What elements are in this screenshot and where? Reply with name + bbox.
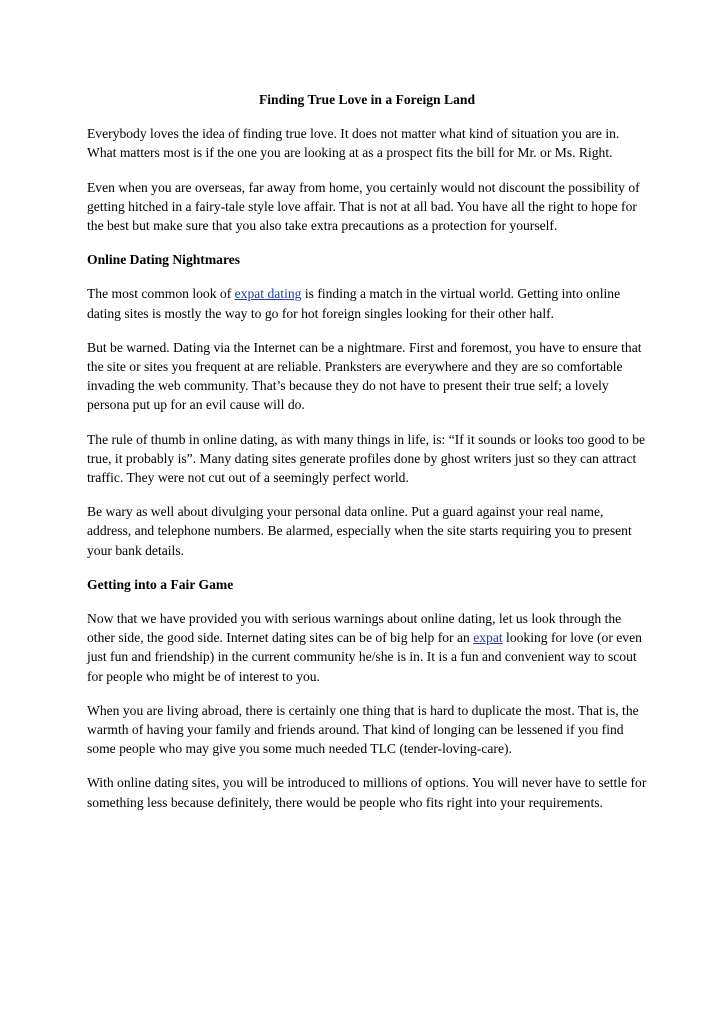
paragraph-5: The rule of thumb in online dating, as with many things in life, is: “If it sounds or looks too good to be true, it probably is”. Many dating sites generate profiles done by ghost writers just so they can attract traffic. They were not cut out of a seemingly perfect world. <box>87 431 646 486</box>
paragraph-3-text-end: is finding a match in the virtual world. Getting into online dating sites is mostly the way to go for hot foreign singles looking for their other half. <box>87 286 621 321</box>
paragraph-3 <box>87 284 647 322</box>
paragraph-8: When you are living abroad, there is certainly one thing that is hard to duplicate the most. That is, the warmth of having your family and friends around. That kind of longing can be lessened if you find some people who may give you some much needed TLC (tender-loving-care). <box>87 702 639 757</box>
section-heading-online-dating-nightmares: Online Dating Nightmares <box>87 252 241 268</box>
paragraph-7 <box>87 609 647 686</box>
paragraph-2: Even when you are overseas, far away from home, you certainly would not discount the possibility of getting hitched in a fairy-tale style love affair. That is not at all bad. You have all the right to hope for the best but make sure that you also take extra precautions as a protection for yourself. <box>87 179 640 234</box>
expat-link[interactable]: expat <box>473 630 503 646</box>
document-title: Finding True Love in a Foreign Land <box>258 92 476 107</box>
paragraph-7-text-start: Now that we have provided you with serious warnings about online dating, let us look through the other side, the good side. Internet dating sites can be of big help for an <box>87 611 622 646</box>
paragraph-3-text-start: The most common look of <box>87 286 235 302</box>
paragraph-6: Be wary as well about divulging your personal data online. Put a guard against your real name, address, and telephone numbers. Be alarmed, especially when the site starts requiring you to present your bank details. <box>87 504 632 558</box>
document-page <box>87 90 647 827</box>
expat-dating-link[interactable]: expat dating <box>234 286 302 302</box>
paragraph-9: With online dating sites, you will be introduced to millions of options. You will never have to settle for something less because definitely, there would be people who fits right into your requirements. <box>87 775 647 810</box>
paragraph-1: Everybody loves the idea of finding true love. It does not matter what kind of situation you are in. What matters most is if the one you are looking at as a prospect fits the bill for Mr. or Ms. Right. <box>87 126 620 161</box>
paragraph-7-text-end: looking for love (or even just fun and friendship) in the current community he/she is in. It is a fun and convenient way to scout for people who might be of interest to you. <box>87 630 642 684</box>
paragraph-4: But be warned. Dating via the Internet can be a nightmare. First and foremost, you have to ensure that the site or sites you frequent at are reliable. Pranksters are everywhere and they are so comfortable invading the web community. That’s because they do not have to present their true self; a lovely persona put up for an evil cause will do. <box>87 339 642 413</box>
section-heading-fair-game: Getting into a Fair Game <box>87 576 234 592</box>
